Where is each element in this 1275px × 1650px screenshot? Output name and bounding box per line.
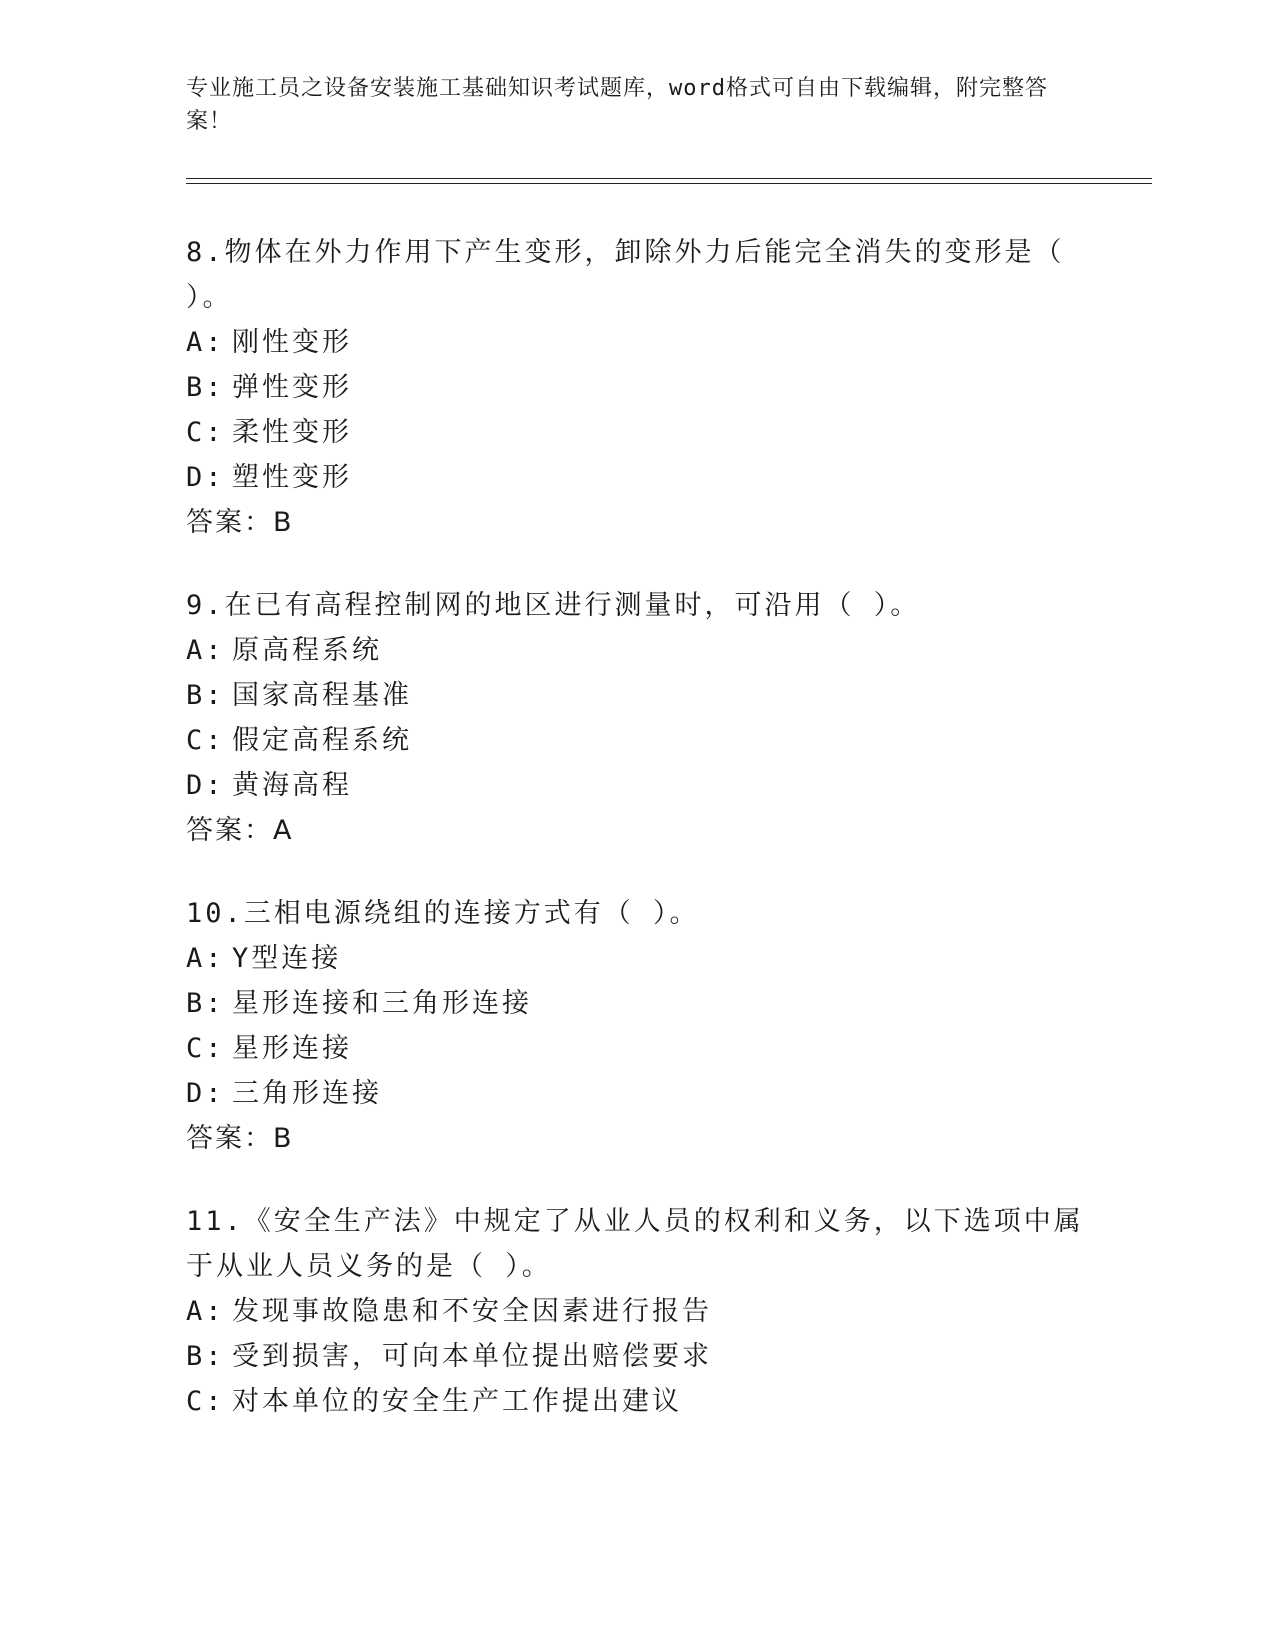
option-text: 星形连接和三角形连接 xyxy=(232,988,532,1019)
option-text: 塑性变形 xyxy=(232,462,352,493)
option-text: 星形连接 xyxy=(232,1033,352,1064)
option-row xyxy=(186,455,1086,500)
question-block xyxy=(186,583,1086,853)
answer-line: 答案：B xyxy=(186,507,294,538)
question-text xyxy=(186,1199,1086,1289)
option-letter: A: xyxy=(186,635,225,666)
option-text: 原高程系统 xyxy=(232,635,382,666)
option-letter: C: xyxy=(186,417,225,448)
option-letter: B: xyxy=(186,680,225,711)
question-text xyxy=(186,230,1086,320)
option-letter: D: xyxy=(186,770,225,801)
answer-line: 答案：B xyxy=(186,1123,294,1154)
option-row xyxy=(186,1071,1086,1116)
option-row xyxy=(186,410,1086,455)
option-row xyxy=(186,1334,1086,1379)
option-letter: C: xyxy=(186,725,225,756)
option-text: 弹性变形 xyxy=(232,372,352,403)
question-stem: 三相电源绕组的连接方式有（ ）。 xyxy=(243,898,700,929)
option-text: 刚性变形 xyxy=(232,327,352,358)
option-text: 假定高程系统 xyxy=(232,725,412,756)
option-row xyxy=(186,365,1086,410)
option-row xyxy=(186,320,1086,365)
option-row xyxy=(186,763,1086,808)
option-text: Y型连接 xyxy=(232,943,342,974)
question-text xyxy=(186,891,1086,936)
question-stem: 《安全生产法》中规定了从业人员的权利和义务，以下选项中属于从业人员义务的是（ ）。 xyxy=(186,1206,1084,1282)
option-row xyxy=(186,628,1086,673)
option-row xyxy=(186,981,1086,1026)
option-letter: D: xyxy=(186,462,225,493)
question-block xyxy=(186,891,1086,1161)
option-row xyxy=(186,1289,1086,1334)
option-letter: A: xyxy=(186,1296,225,1327)
option-text: 三角形连接 xyxy=(232,1078,382,1109)
option-row xyxy=(186,1379,1086,1424)
option-letter: C: xyxy=(186,1033,225,1064)
option-text: 柔性变形 xyxy=(232,417,352,448)
question-number: 8. xyxy=(186,237,225,268)
question-block xyxy=(186,230,1086,545)
question-text xyxy=(186,583,1086,628)
option-letter: A: xyxy=(186,327,225,358)
question-stem: 在已有高程控制网的地区进行测量时，可沿用（ ）。 xyxy=(224,590,921,621)
option-text: 国家高程基准 xyxy=(232,680,412,711)
header-rule-top xyxy=(186,178,1152,179)
option-row xyxy=(186,936,1086,981)
answer-line: 答案：A xyxy=(186,815,294,846)
option-letter: C: xyxy=(186,1386,225,1417)
option-letter: B: xyxy=(186,1341,225,1372)
question-stem: 物体在外力作用下产生变形，卸除外力后能完全消失的变形是（ ）。 xyxy=(186,237,1065,313)
option-text: 发现事故隐患和不安全因素进行报告 xyxy=(232,1296,712,1327)
option-letter: A: xyxy=(186,943,225,974)
option-row xyxy=(186,1026,1086,1071)
option-letter: B: xyxy=(186,988,225,1019)
option-text: 受到损害，可向本单位提出赔偿要求 xyxy=(232,1341,712,1372)
question-block xyxy=(186,1199,1086,1424)
option-letter: D: xyxy=(186,1078,225,1109)
question-number: 9. xyxy=(186,590,225,621)
option-row xyxy=(186,673,1086,718)
question-number: 10. xyxy=(186,898,244,929)
header-rule-bottom xyxy=(186,183,1152,184)
page-header: 专业施工员之设备安装施工基础知识考试题库，word格式可自由下载编辑，附完整答案！ xyxy=(186,76,1048,134)
question-number: 11. xyxy=(186,1206,244,1237)
option-row xyxy=(186,718,1086,763)
option-text: 对本单位的安全生产工作提出建议 xyxy=(232,1386,682,1417)
question-list xyxy=(186,230,1086,1462)
option-letter: B: xyxy=(186,372,225,403)
option-text: 黄海高程 xyxy=(232,770,352,801)
